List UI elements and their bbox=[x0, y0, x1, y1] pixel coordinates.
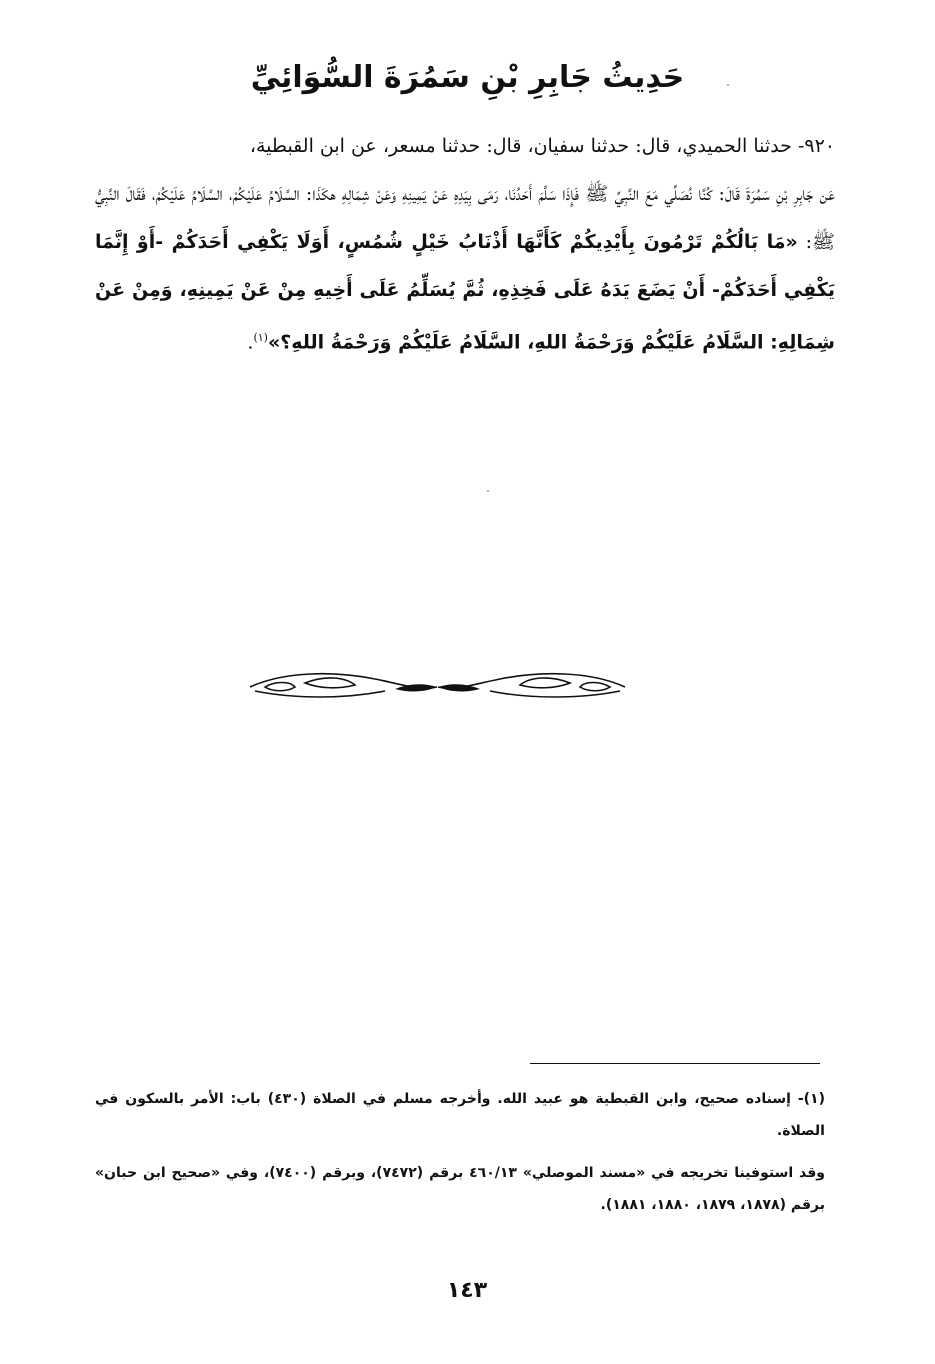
footnote-2: وقد استوفينا تخريجه في «مسند الموصلي» ٤٦٠/١٣ برقم (٧٤٧٢)، وبرقم (٧٤٠٠)، وفي «صحيح ابن حبان» برقم (١٨٧٨، ١٨٧٩، ١٨٨٠، ١٨٨١). bbox=[95, 1165, 826, 1213]
end-period: . bbox=[247, 331, 254, 354]
footnote-separator bbox=[530, 1063, 820, 1064]
ornament-divider-icon bbox=[245, 665, 630, 705]
hadith-matn bbox=[95, 170, 835, 366]
prophet-quote: «مَا بَالُكُمْ تَرْمُونَ بِأَيْدِيكُمْ كَأَنَّهَا أَذْنَابُ خَيْلٍ شُمُسٍ، أَوَلَا يَكْفِي أَحَدَكُمْ -أَوْ إِنَّمَا يَكْفِي أَحَدَكُمْ- أَنْ يَضَعَ يَدَهُ عَلَى فَخِذِهِ، ثُمَّ يُسَلِّمُ عَلَى أَخِيهِ مِنْ عَنْ يَمِينِهِ، وَمِنْ عَنْ شِمَالِهِ: السَّلَامُ عَلَيْكُمْ وَرَحْمَةُ اللهِ، السَّلَامُ عَلَيْكُمْ وَرَحْمَةُ اللهِ؟» bbox=[95, 231, 835, 354]
hadith-isnad: ٩٢٠- حدثنا الحميدي، قال: حدثنا سفيان، قال: حدثنا مسعر، عن ابن القبطية، bbox=[249, 135, 835, 157]
matn-intro: عَن جَابِرِ بْنِ سَمُرَةَ قَالَ: كُنَّا نُصَلِّي مَعَ النَّبِيِّ ﷺ فَإِذَا سَلَّمَ أَحَدُنَا، رَمَى بِيَدِهِ عَنْ يَمِينِهِ وَعَنْ شِمَالِهِ هكَذَا: السَّلَامُ عَلَيْكُمْ، السَّلَامُ عَلَيْكُمْ، فَقَالَ النَّبِيُّ ﷺ: bbox=[95, 183, 835, 253]
footnotes bbox=[95, 1083, 825, 1231]
page-number: ١٤٣ bbox=[446, 1278, 488, 1303]
scan-speck bbox=[487, 490, 489, 492]
footnote-marker: (١) bbox=[253, 331, 268, 344]
footnote-1: (١)- إسناده صحيح، وابن القبطية هو عبيد الله. وأخرجه مسلم في الصلاة (٤٣٠) باب: الأمر بالسكون في الصلاة. bbox=[95, 1091, 825, 1139]
hadith-text bbox=[95, 122, 835, 366]
section-title: حَدِيثُ جَابِرِ بْنِ سَمُرَةَ السُّوَائِيِّ bbox=[250, 60, 685, 95]
